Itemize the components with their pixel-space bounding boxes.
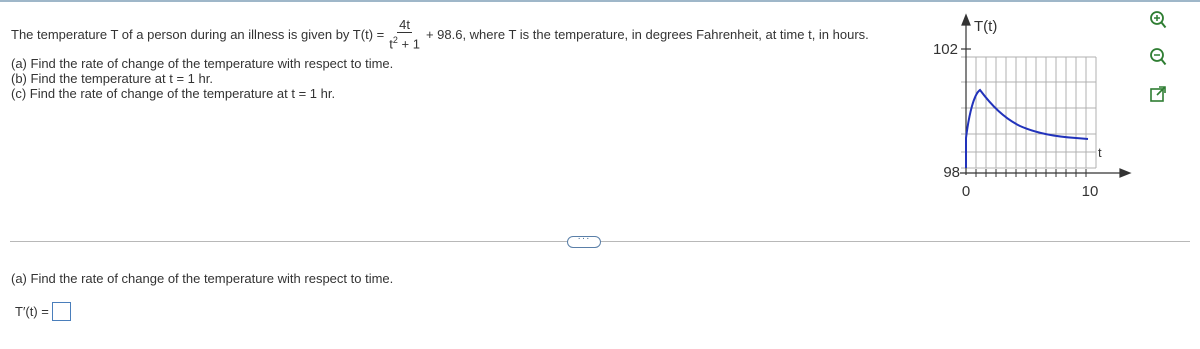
y-tick-label-bottom: 98 [943, 164, 960, 181]
problem-line [11, 16, 911, 52]
x-tick-label-right: 10 [1081, 183, 1099, 200]
answer-input[interactable] [52, 302, 71, 321]
problem-statement [11, 16, 911, 101]
denominator-rest: + 1 [401, 36, 420, 52]
y-tick-label-top: 102 [932, 41, 958, 58]
answer-row [15, 302, 71, 321]
top-rule [0, 0, 1200, 2]
temperature-curve [966, 90, 1088, 168]
part-b-text: (b) Find the temperature at t = 1 hr. [11, 71, 213, 86]
zoom-in-icon[interactable] [1148, 10, 1168, 30]
question-prompt: (a) Find the rate of change of the temperature with respect to time. [11, 271, 394, 286]
fraction-numerator: 4t [399, 16, 410, 32]
expand-more-button[interactable] [567, 233, 601, 248]
more-button-label: ··· [577, 233, 591, 244]
denominator-exponent: 2 [392, 34, 398, 45]
graph-toolbar [1148, 10, 1172, 121]
answer-label: T′(t) = [15, 304, 49, 319]
zoom-out-icon[interactable] [1148, 47, 1168, 67]
y-axis-label: T(t) [974, 18, 998, 35]
fraction-denominator [387, 33, 422, 51]
graph-grid [961, 57, 1096, 168]
problem-lead-text: The temperature T of a person during an illness is given by T(t) = [11, 26, 385, 42]
part-a-text: (a) Find the rate of change of the temperature with respect to time. [11, 56, 394, 71]
problem-parts [11, 56, 911, 101]
popout-icon[interactable] [1148, 84, 1168, 104]
denominator-base: t [389, 36, 393, 52]
x-tick-label-left: 0 [961, 183, 971, 200]
problem-tail-text: + 98.6, where T is the temperature, in degrees Fahrenheit, at time t, in hours. [425, 26, 869, 42]
part-c-text: (c) Find the rate of change of the temperature at t = 1 hr. [11, 86, 336, 101]
temperature-graph [920, 8, 1140, 204]
x-axis-label: t [1098, 145, 1102, 160]
temperature-fraction [387, 17, 422, 51]
